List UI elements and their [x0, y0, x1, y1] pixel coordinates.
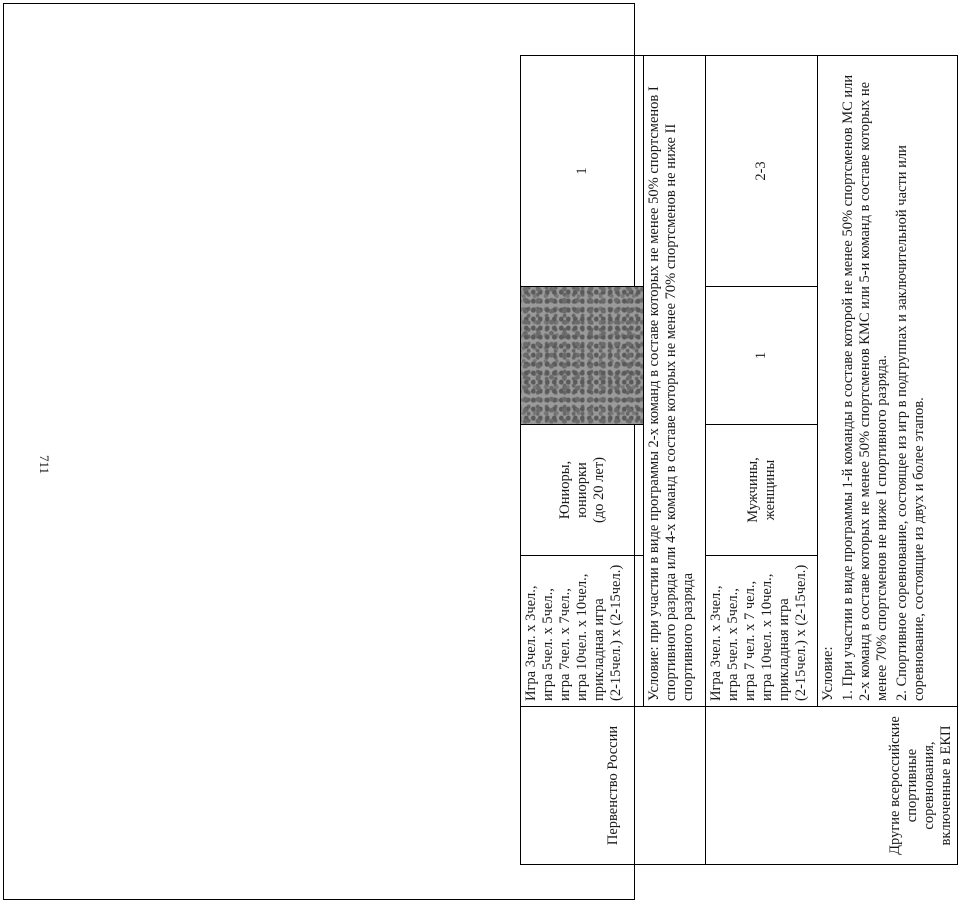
- condition-cell: Условие: при участии в виде программы 2-х команд в составе которых не менее 50% спортсменов I спортивного разряда или 4-х команд в составе которых не менее 70% спортсменов не ниже II спортивного разряда: [644, 56, 706, 707]
- condition-title: Условие:: [820, 646, 836, 701]
- group-line: (до 20 лет): [590, 456, 607, 524]
- condition-item: 2. Спортивное соревнование, состоящее из игр в подгруппах и заключительной части или соревнование, состоящие из двух и более этапов.: [894, 145, 927, 701]
- gender-group-cell: [706, 425, 818, 556]
- discipline-line: прикладная игра: [776, 598, 792, 701]
- age-group-cell: [521, 425, 644, 556]
- disciplines-cell: [706, 556, 818, 707]
- place-cell: 2-3: [706, 56, 818, 287]
- group-line: Мужчины,: [744, 457, 761, 523]
- condition-item: 1. При участии в виде программы 1-й команды в составе которой не менее 50% спортсменов МС или 2-х команд в составе которых не менее 50% спортсменов КМС или 5-и команд в составе которых не менее 70% спортсменов не ниже I спортивного разряда.: [840, 74, 890, 701]
- event-name-cell: Другие всероссийские спортивные соревнования, включенные в ЕКП: [706, 707, 958, 865]
- discipline-line: Игра 3чел. х 3чел.,: [523, 585, 539, 701]
- place-range-cell: 1: [706, 287, 818, 425]
- discipline-line: прикладная игра: [591, 598, 607, 701]
- discipline-line: Игра 3чел. х 3чел.,: [708, 585, 724, 701]
- discipline-line: игра 7 чел. х 7 чел.,: [742, 580, 758, 701]
- discipline-line: игра 5чел. х 5чел.,: [540, 588, 556, 701]
- condition-cell: [818, 56, 958, 707]
- group-line: женщины: [761, 459, 778, 521]
- discipline-line: (2-15чел.) х (2-15чел.): [608, 564, 624, 701]
- rotated-document: [520, 55, 975, 865]
- discipline-line: игра 5чел. х 5чел.,: [725, 588, 741, 701]
- rank-requirements-table: [520, 55, 958, 865]
- place-cell: 1: [521, 56, 644, 287]
- discipline-line: игра 10чел. х 10чел.,: [759, 573, 775, 701]
- group-line: юниорки: [573, 462, 590, 518]
- disciplines-cell: [521, 556, 644, 707]
- table-row: [521, 56, 644, 865]
- event-name-cell: Первенство России: [521, 707, 706, 865]
- table-row: [706, 56, 818, 865]
- page-number: 711: [37, 455, 52, 475]
- group-line: Юниоры,: [556, 460, 573, 520]
- redacted-cell: [521, 287, 644, 425]
- discipline-line: (2-15чел.) х (2-15чел.): [793, 564, 809, 701]
- discipline-line: игра 7чел. х 7чел.,: [557, 588, 573, 701]
- discipline-line: игра 10чел. х 10чел.,: [574, 573, 590, 701]
